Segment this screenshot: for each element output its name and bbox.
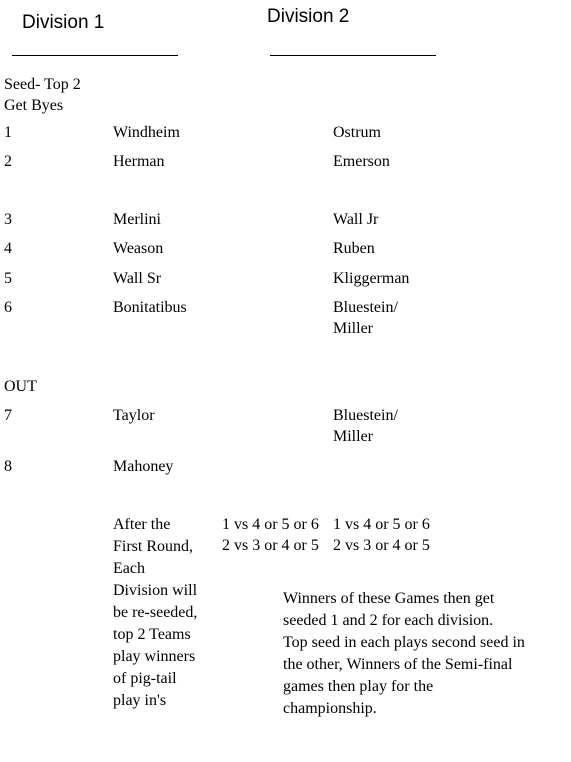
seed-number: 2 (4, 153, 12, 170)
seed-number: 5 (4, 270, 12, 287)
seed-number: 7 (4, 407, 12, 424)
division-1-team: Windheim (113, 124, 180, 141)
seed-note: Seed- Top 2 Get Byes (4, 76, 81, 114)
seed-number: 8 (4, 458, 12, 475)
division-2-underline (270, 55, 436, 56)
division-2-team: Kliggerman (333, 270, 410, 287)
division-1-matchups: 1 vs 4 or 5 or 6 2 vs 3 or 4 or 5 (222, 516, 319, 554)
division-1-heading: Division 1 (22, 12, 105, 33)
seed-number: 4 (4, 240, 12, 257)
division-2-team: Wall Jr (333, 211, 379, 228)
division-2-team: Bluestein/ Miller (333, 299, 398, 337)
seed-number: 1 (4, 124, 12, 141)
winners-note: Winners of these Games then get seeded 1 and 2 for each division. Top seed in each plays second seed in the other, Winners of the Semi-final games then play for the championship. (283, 590, 525, 717)
division-2-team: Emerson (333, 153, 390, 170)
division-1-team: Taylor (113, 407, 155, 424)
division-2-heading: Division 2 (267, 6, 350, 27)
division-1-team: Wall Sr (113, 270, 162, 287)
out-label: OUT (4, 378, 37, 395)
division-2-matchups: 1 vs 4 or 5 or 6 2 vs 3 or 4 or 5 (333, 516, 430, 554)
seed-number: 6 (4, 299, 12, 316)
division-1-team: Mahoney (113, 458, 174, 475)
division-1-team: Bonitatibus (113, 299, 187, 316)
division-1-underline (12, 55, 178, 56)
division-1-team: Weason (113, 240, 164, 257)
division-2-team: Ruben (333, 240, 375, 257)
seed-number: 3 (4, 211, 12, 228)
division-1-team: Herman (113, 153, 165, 170)
reseed-note: After the First Round, Each Division will be re-seeded, top 2 Teams play winners of pig-tail play in's (113, 516, 198, 709)
division-2-team: Bluestein/ Miller (333, 407, 398, 445)
division-1-team: Merlini (113, 211, 161, 228)
division-2-team: Ostrum (333, 124, 381, 141)
